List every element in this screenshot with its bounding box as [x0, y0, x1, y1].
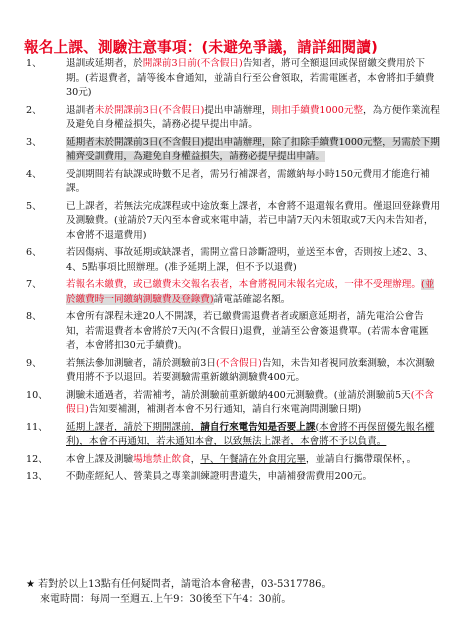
- item-number: 10、: [26, 389, 48, 401]
- item-text: [66, 201, 440, 241]
- star-icon: ★: [26, 579, 35, 590]
- item-text-segment: (不含假日): [216, 357, 262, 369]
- item-number: 2、: [26, 104, 42, 116]
- page-title: 報名上課、測驗注意事項：(未避免爭議，請詳細閱讀): [24, 39, 378, 56]
- item-text-segment: 提出申請辦理，: [204, 104, 272, 116]
- item-text: [66, 137, 440, 163]
- item-text: [66, 279, 434, 305]
- item-text-segment: 本會所有課程未達20人不開課，若已繳費需退費者者或願意延期者，請先電洽公會告知，若需退費者本會將於7天內(不含假日)退費，並請至公會簽退費單。(若需本會電匯者，本會將扣30元手續費)。: [66, 311, 429, 351]
- item-number: 9、: [26, 357, 42, 369]
- item-text-segment: 延期上課者，請於下期開課前，: [66, 421, 201, 433]
- item-text: [66, 169, 430, 195]
- item-text-segment: 已上課者，若無法完成課程或中途放棄上課者，本會將不退還報名費用。僅退回登錄費用及測驗費。(並請於7天內至本會或來電申請，若已申請7天內未領取或7天內未告知者，本會將不退還費用): [66, 200, 441, 241]
- item-text-segment: 未於開課前3日(不含假日): [94, 104, 205, 116]
- item-text: [66, 454, 416, 465]
- notice-item: [10, 57, 442, 101]
- notice-item: [10, 470, 442, 485]
- item-text-segment: 退訓或延期者，於: [66, 58, 143, 69]
- item-text-segment: 開課前3日前(不含假日): [142, 58, 243, 69]
- notice-item: [10, 453, 442, 468]
- item-text-segment: 告知要補測，補測者本會不另行通知，請自行來電詢問測驗日期): [88, 404, 362, 415]
- item-text-segment: 請自行來電告知是否要上課: [200, 421, 316, 433]
- notice-item: [10, 200, 442, 244]
- notice-item: [10, 168, 442, 197]
- item-text-segment: 若因傷病、事故延期或缺課者，需開立當日診斷證明，並送至本會，否則按上述2、3、4、5點事項比照辦理。(准予延期上課，但不予以退費): [66, 247, 434, 273]
- item-text-segment: 若無法參加測驗者，請於測驗前3日: [66, 357, 217, 369]
- notice-item: [10, 421, 442, 450]
- contact-info: [26, 577, 332, 607]
- item-text-segment: (並於繳費時一同繳納測驗費及登錄費): [66, 279, 435, 305]
- item-number: 12、: [26, 453, 48, 465]
- item-text-segment: (不含假日): [66, 389, 434, 415]
- item-text-segment: 則扣手續費1000元整: [271, 104, 364, 116]
- item-text-segment: 受訓期間若有缺課或時數不足者，需另行補課者，需繳納每小時150元費用才能進行補課。: [66, 168, 430, 194]
- contact-line-1: [26, 577, 332, 592]
- contact-text-1: 若對於以上13點有任何疑問者，請電洽本會秘書，03-5317786。: [38, 579, 332, 590]
- item-text-segment: 本會上課及測驗: [66, 453, 134, 465]
- item-number: 6、: [26, 247, 42, 258]
- item-text-segment: ，並請自行攜帶環保杯，。: [305, 453, 417, 465]
- notice-item: [10, 104, 442, 133]
- item-text-segment: 早、午餐請在外食用完畢: [200, 453, 306, 465]
- item-text: [66, 58, 434, 98]
- item-text: [66, 358, 435, 384]
- notice-item: [10, 278, 442, 307]
- item-text-segment: 告知，未告知者視同放棄測驗，本次測驗費用將不予以退回。若要測驗需重新繳納測驗費400元。: [66, 357, 435, 383]
- item-text-segment: 延期者未於開課前3日(不含假日)提出申請辦理，除了扣除手續費1000元整，另需於下期補齊受訓費用，為避免自身權益損失，請務必提早提出申請。: [66, 136, 440, 162]
- item-text: [66, 247, 433, 273]
- item-text-segment: 不動產經紀人、營業員之專業訓練證明書遺失，申請補發需費用200元。: [66, 471, 373, 482]
- item-text-segment: 測驗未通過者，若需補考，請於測驗前重新繳納400元測驗費。(並請於測驗前5天: [66, 389, 411, 401]
- notice-list: [10, 57, 442, 488]
- notice-item: [10, 357, 442, 386]
- item-number: 11、: [26, 421, 48, 433]
- item-number: 7、: [26, 279, 42, 290]
- item-number: 8、: [26, 311, 42, 322]
- item-text-segment: 告知者，將可全額退回或保留繳交費用於下期。(若退費者，請等後本會通知，並請自行至公會領取，若需電匯者，本會將扣手續費30元): [66, 58, 435, 98]
- item-number: 5、: [26, 200, 42, 212]
- item-text: [66, 422, 434, 448]
- item-text: [66, 390, 434, 416]
- item-text-segment: 退訓者: [66, 104, 95, 116]
- item-text: [66, 311, 429, 351]
- item-text-segment: (本會將不再保留優先報名權利)，本會不再通知，若未通知本會，以致無法上課者，本會將不予以負責。: [66, 421, 435, 447]
- item-text: [66, 105, 440, 131]
- item-text-segment: 請電話確認名額。: [213, 293, 291, 305]
- item-number: 1、: [26, 58, 42, 69]
- notice-item: [10, 310, 442, 354]
- item-number: 4、: [26, 168, 42, 180]
- contact-line-2: 來電時間：每周一至週五.上午9：30後至下午4：30前。: [40, 594, 292, 605]
- item-number: 13、: [26, 471, 48, 482]
- notice-item: [10, 136, 442, 165]
- notice-item: [10, 246, 442, 275]
- notice-item: [10, 389, 442, 418]
- item-text: [66, 471, 372, 482]
- item-number: 3、: [26, 136, 42, 148]
- item-text-segment: 場地禁止飲食: [133, 453, 191, 465]
- item-text-segment: ，為方便作業流程及避免自身權益損失，請務必提早提出申請。: [66, 104, 440, 130]
- item-text-segment: 若報名未繳費，或已繳費未交報名表者，本會將視同未報名完成，一律不受理辦理。: [66, 279, 421, 290]
- item-text-segment: ，: [190, 453, 201, 465]
